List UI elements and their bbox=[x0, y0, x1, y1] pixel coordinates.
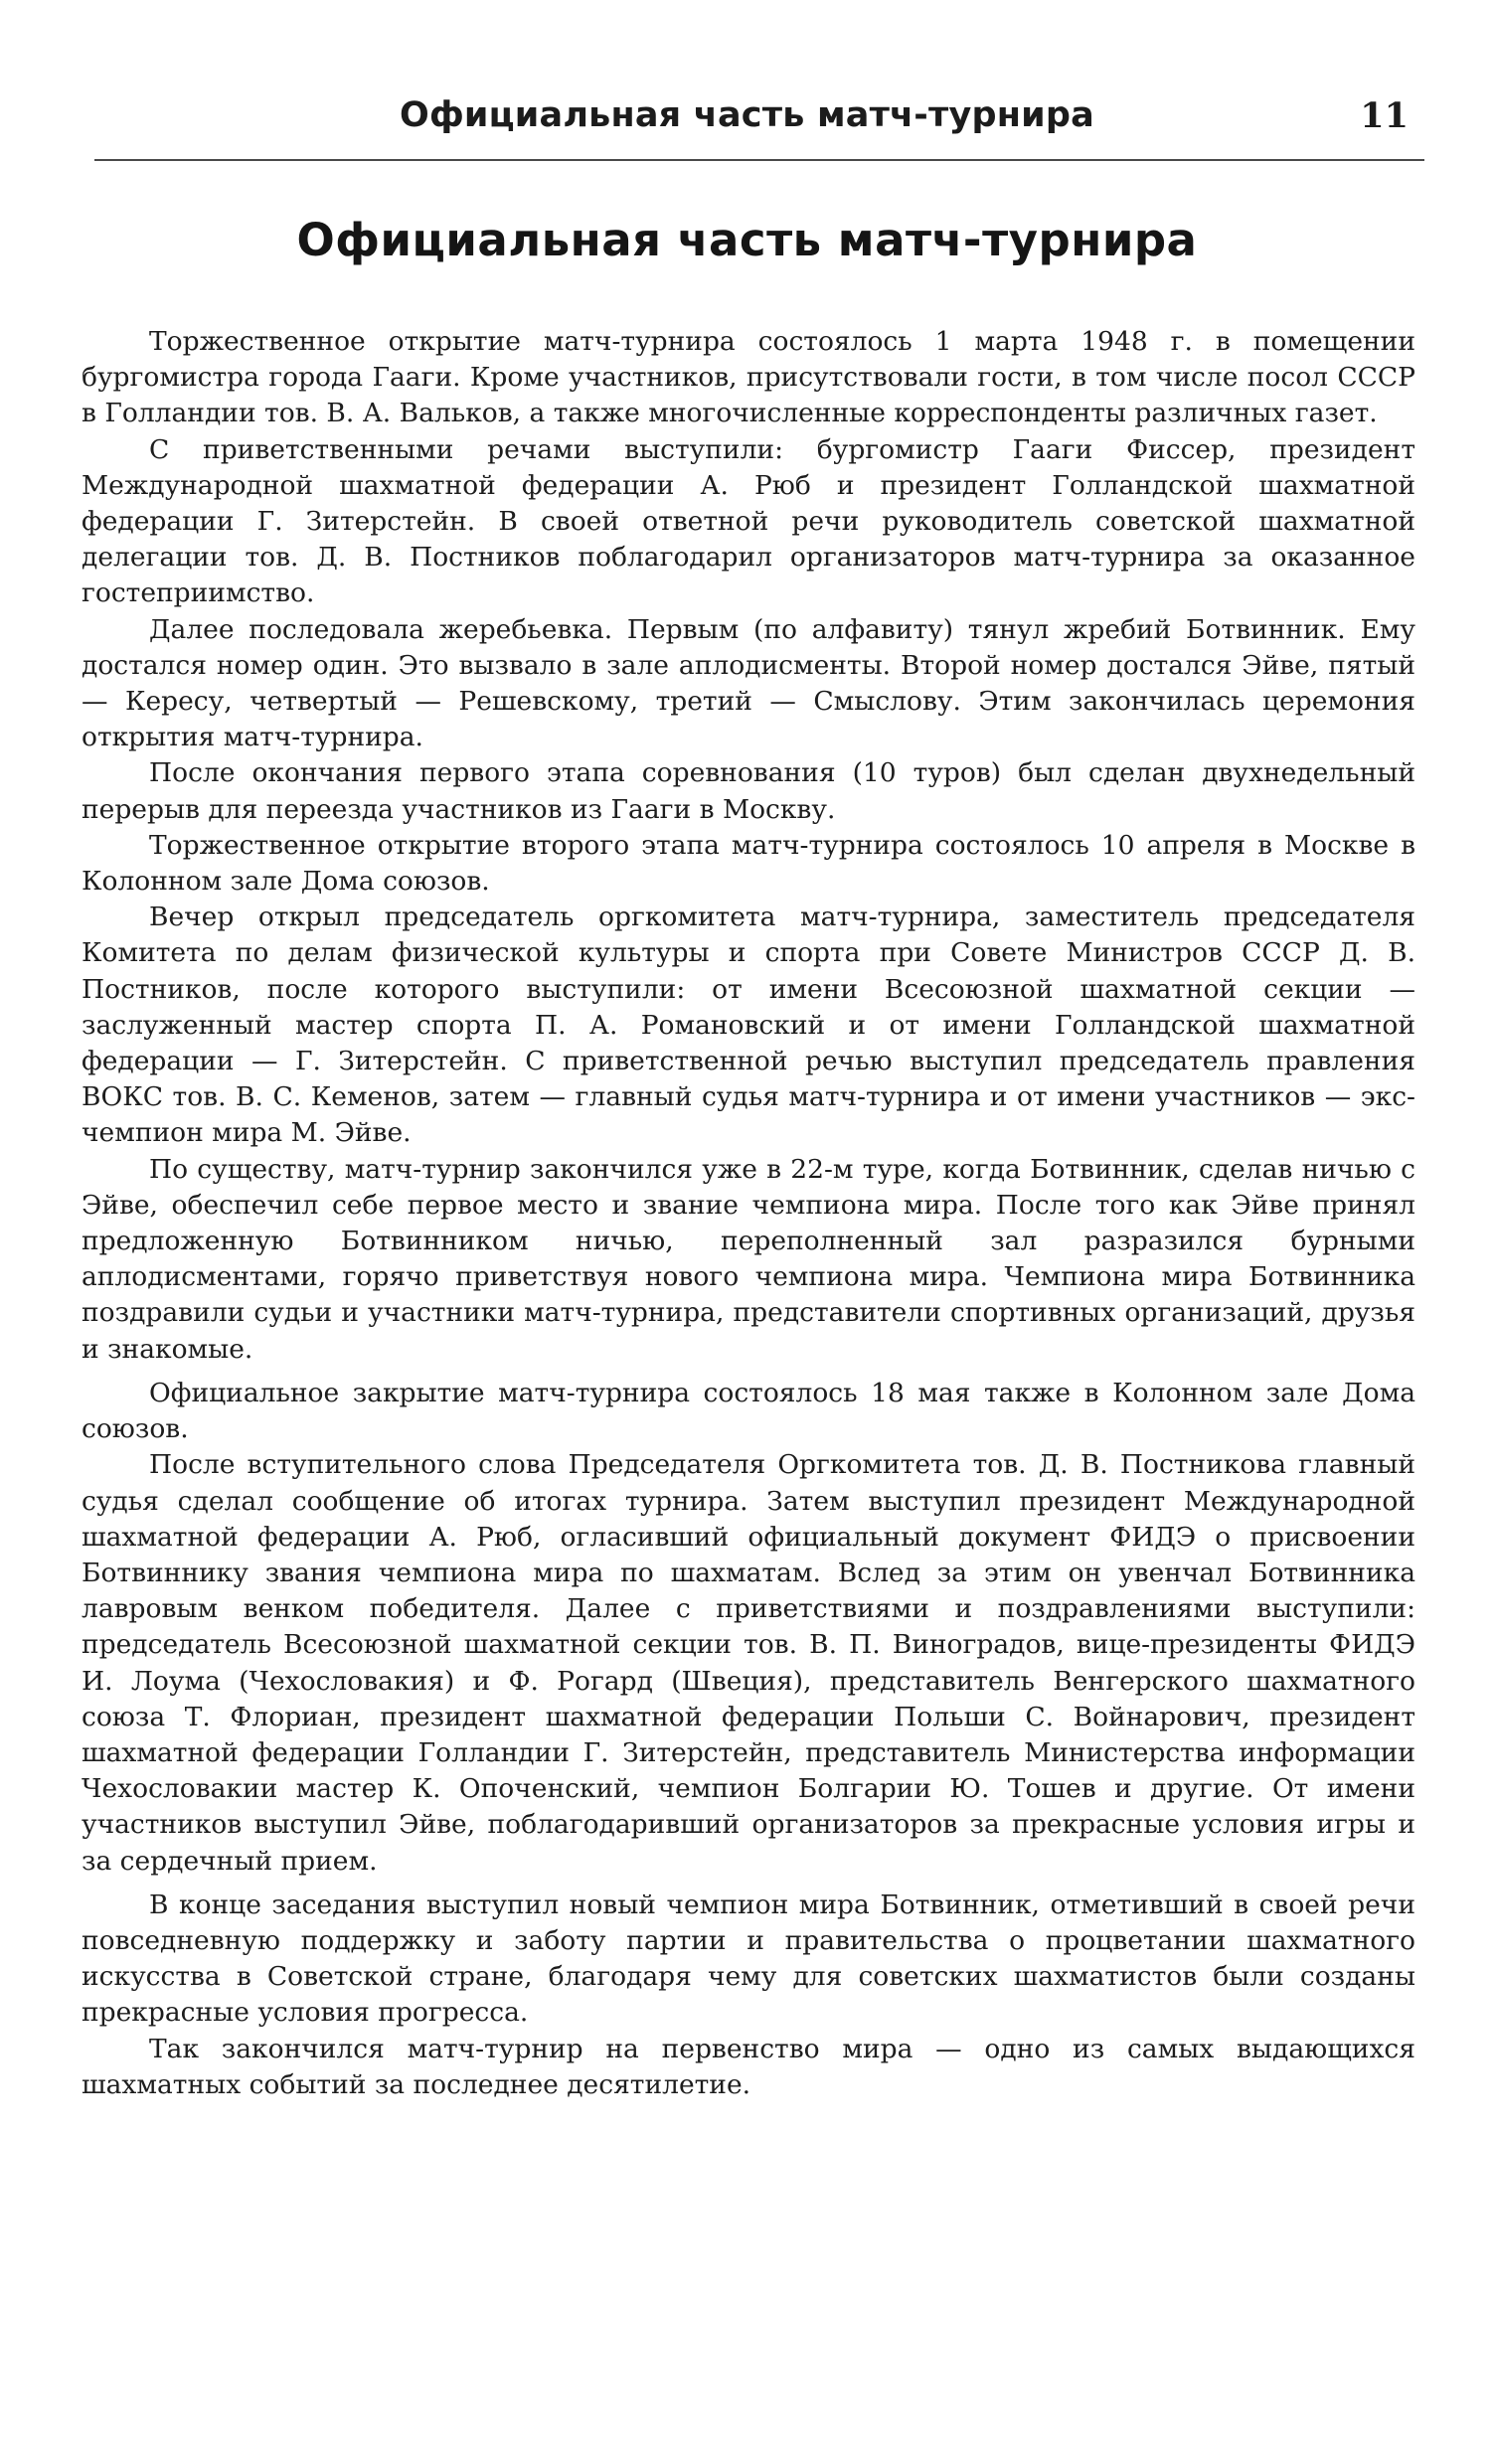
paragraph: Далее последовала жеребьевка. Первым (по алфавиту) тянул жребий Ботвинник. Ему достался номер один. Это вызвало в зале аплодисменты. Второй номер достался Эйве, пятый — Кересу, четвертый — Решевскому, третий — Смыслову. Этим закончилась церемония открытия матч-турнира. bbox=[82, 613, 1415, 753]
paragraph: После вступительного слова Председателя Оргкомитета тов. Д. В. Постникова главный судья сделал сообщение об итогах турнира. Затем выступил президент Международной шахматной федерации А. Рюб, огласивший официальный документ ФИДЭ о присвоении Ботвиннику звания чемпиона мира по шахматам. Вслед за этим он увенчал Ботвинника лавровым венком победителя. Далее с приветствиями и поздравлениями выступили: председатель Всесоюзной шахматной секции тов. В. П. Виноградов, вице-президенты ФИДЭ И. Лоума (Чехословакия) и Ф. Рогард (Швеция), представитель Венгерского шахматного союза Т. Флориан, президент шахматной федерации Польши С. Войнарович, президент шахматной федерации Голландии Г. Зитерстейн, представитель Министерства информации Чехословакии мастер К. Опоченский, чемпион Болгарии Ю. Тошев и другие. От имени участников выступил Эйве, поблагодаривший организаторов за прекрасные условия игры и за сердечный прием. bbox=[82, 1449, 1415, 1877]
paragraph: По существу, матч-турнир закончился уже в 22-м туре, когда Ботвинник, сделав ничью с Эйве, обеспечил себе первое место и звание чемпиона мира. После того как Эйве принял предложенную Ботвинником ничью, переполненный зал разразился бурными аплодисментами, горячо приветствуя нового чемпиона мира. Чемпиона мира Ботвинника поздравили судьи и участники матч-турнира, представители спортивных организаций, друзья и знакомые. bbox=[82, 1153, 1415, 1365]
paragraph: В конце заседания выступил новый чемпион мира Ботвинник, отметивший в своей речи повседневную поддержку и заботу партии и правительства о процветании шахматного искусства в Советской стране, благодаря чему для советских шахматистов были созданы прекрасные условия прогресса. bbox=[82, 1889, 1415, 2029]
header-rule bbox=[94, 159, 1424, 161]
page-number: 11 bbox=[1360, 95, 1409, 136]
paragraph: С приветственными речами выступили: бургомистр Гааги Фиссер, президент Международной шахматной федерации А. Рюб и президент Голландской шахматной федерации Г. Зитерстейн. В своей ответной речи руководитель советской шахматной делегации тов. Д. В. Постников поблагодарил организаторов матч-турнира за оказанное гостеприимство. bbox=[82, 433, 1415, 609]
paragraph: Торжественное открытие второго этапа матч-турнира состоялось 10 апреля в Москве в Колонном зале Дома союзов. bbox=[82, 829, 1415, 898]
body-text bbox=[82, 324, 1415, 2103]
chapter-title: Официальная часть матч-турнира bbox=[296, 214, 1198, 266]
paragraph: Так закончился матч-турнир на первенство мира — одно из самых выдающихся шахматных событий за последнее десятилетие. bbox=[82, 2033, 1415, 2100]
paragraph: Вечер открыл председатель оргкомитета матч-турнира, заместитель председателя Комитета по делам физической культуры и спорта при Совете Министров СССР Д. В. Постников, после которого выступили: от имени Всесоюзной шахматной секции — заслуженный мастер спорта П. А. Романовский и от имени Голландской шахматной федерации — Г. Зитерстейн. С приветственной речью выступил председатель правления ВОКС тов. В. С. Кеменов, затем — главный судья матч-турнира и от имени участников — экс-чемпион мира М. Эйве. bbox=[82, 902, 1415, 1149]
paragraph: Официальное закрытие матч-турнира состоялось 18 мая также в Колонном зале Дома союзов. bbox=[82, 1377, 1415, 1445]
paragraph: После окончания первого этапа соревнования (10 туров) был сделан двухнедельный перерыв для переезда участников из Гааги в Москву. bbox=[82, 757, 1415, 825]
running-title: Официальная часть матч-турнира bbox=[400, 95, 1094, 135]
paragraph: Торжественное открытие матч-турнира состоялось 1 марта 1948 г. в помещении бургомистра города Гааги. Кроме участников, присутствовали гости, в том числе посол СССР в Голландии тов. В. А. Вальков, а также многочисленные корреспонденты различных газет. bbox=[82, 326, 1415, 429]
running-header bbox=[83, 95, 1411, 155]
